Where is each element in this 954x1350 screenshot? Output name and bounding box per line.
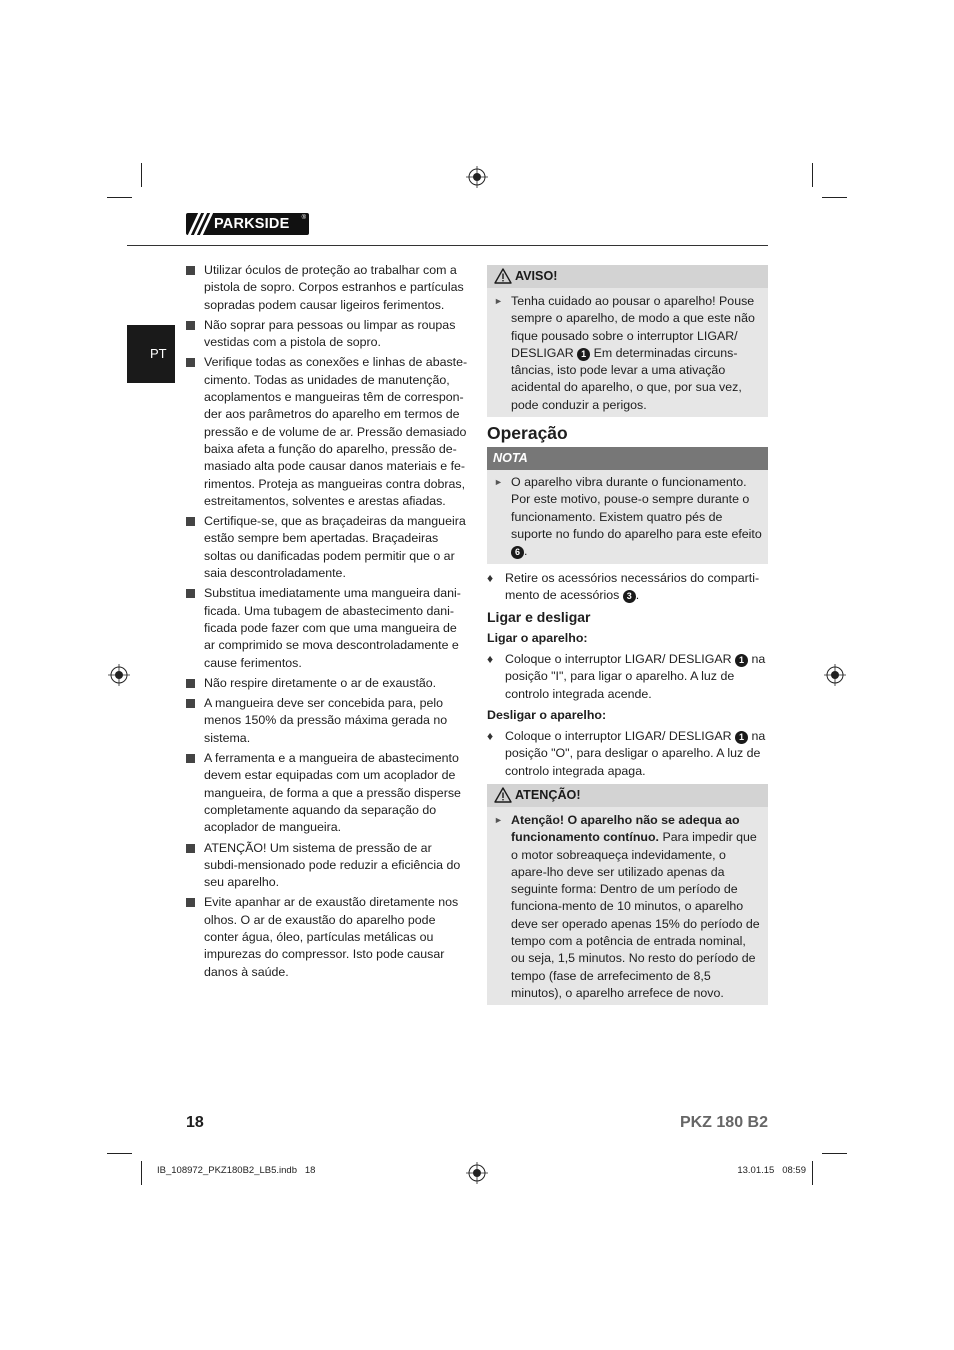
- registration-mark-icon: [466, 166, 488, 188]
- ref-number-badge: 1: [735, 731, 748, 744]
- subheading-desligar: Desligar o aparelho:: [487, 708, 607, 723]
- arrow-bullet-icon: ►: [494, 814, 503, 825]
- warning-box: [487, 265, 768, 417]
- square-bullet-icon: [186, 699, 195, 708]
- list-item: [186, 513, 468, 582]
- ref-number-badge: 3: [623, 590, 636, 603]
- logo-text: PARKSIDE: [214, 216, 290, 232]
- safety-instructions-list: [186, 262, 468, 984]
- warning-item: [493, 293, 762, 414]
- model-name: PKZ 180 B2: [679, 1114, 768, 1131]
- crop-mark: [812, 163, 813, 187]
- instruction-text: Retire os acessórios necessários do comparti-mento de acessórios: [505, 570, 760, 602]
- square-bullet-icon: [186, 358, 195, 367]
- crop-mark: [107, 1153, 132, 1154]
- warning-text: Tenha cuidado ao pousar o aparelho! Pouse sempre o aparelho, de modo a que este não fique pousado sobre o interruptor LIGAR/ DESLIGAR: [511, 294, 755, 360]
- diamond-bullet-icon: ♦: [487, 652, 494, 667]
- square-bullet-icon: [186, 589, 195, 598]
- note-title: NOTA: [493, 451, 528, 466]
- crop-mark: [812, 1161, 813, 1185]
- square-bullet-icon: [186, 754, 195, 763]
- language-tab: [127, 325, 175, 383]
- ref-number-badge: 1: [577, 348, 590, 361]
- list-item: [186, 695, 468, 747]
- square-bullet-icon: [186, 679, 195, 688]
- diamond-bullet-icon: ♦: [487, 570, 494, 585]
- right-column: [487, 265, 768, 1005]
- list-item: [186, 262, 468, 314]
- arrow-bullet-icon: ►: [494, 477, 503, 488]
- crop-mark: [822, 1153, 847, 1154]
- list-item-text: Não soprar para pessoas ou limpar as roupas vestidas com a pistola de sopro.: [204, 317, 456, 350]
- list-item-text: A ferramenta e a mangueira de abastecimento devem estar equipadas com um acoplador de mangueira, de forma a que a pressão disperse completamente aquando da separação do acoplador de mangueira.: [204, 751, 461, 835]
- print-slug-file: IB_108972_PKZ180B2_LB5.indb 18: [157, 1165, 316, 1176]
- list-item-text: Substitua imediatamente uma mangueira dani-ficada. Uma tubagem de abastecimento dani-ficada pode fazer com que uma mangueira de ar comprimido se mova descontroladamente e cause ferimentos.: [204, 586, 461, 670]
- caution-bold-text: Atenção! O aparelho não se adequa ao funcionamento contínuo.: [511, 812, 740, 845]
- list-item-text: ATENÇÃO! Um sistema de pressão de ar subdi-mensionado pode reduzir a eficiência do seu aparelho.: [204, 840, 461, 890]
- warning-title: AVISO!: [515, 269, 558, 283]
- note-box: [487, 447, 768, 563]
- list-item-text: Utilizar óculos de proteção ao trabalhar com a pistola de sopro. Corpos estranhos e partículas sopradas podem causar ligeiros ferimentos.: [204, 263, 464, 312]
- section-heading-operacao: Operação: [487, 423, 568, 444]
- square-bullet-icon: [186, 321, 195, 330]
- ref-number-badge: 1: [735, 654, 748, 667]
- list-item: [186, 675, 468, 692]
- crop-mark: [107, 197, 132, 198]
- instruction-text: Coloque o interruptor LIGAR/ DESLIGAR: [505, 729, 732, 744]
- page-number: 18: [186, 1114, 204, 1131]
- list-item: [186, 585, 468, 671]
- crop-mark: [141, 163, 142, 187]
- section-heading-ligar-desligar: Ligar e desligar: [487, 609, 591, 626]
- square-bullet-icon: [186, 266, 195, 275]
- parkside-logo: [186, 213, 309, 235]
- note-item: ► O aparelho vibra durante o funcionamento. Por este motivo, pouse-o sempre durante o funcionamento. Existem quatro pés de suporte no fundo do aparelho para este efeito 6 .: [494, 475, 762, 559]
- registered-mark: ®: [301, 215, 306, 221]
- registration-mark-icon: [466, 1162, 488, 1184]
- instruction-item: [487, 728, 768, 780]
- caution-box-header: [487, 784, 768, 807]
- list-item: [186, 840, 468, 892]
- warning-triangle-icon: [494, 268, 512, 284]
- warning-box-header: [487, 265, 768, 288]
- subheading-ligar: Ligar o aparelho:: [487, 631, 588, 646]
- caution-box: [487, 784, 768, 1005]
- list-item-text: Verifique todas as conexões e linhas de abaste-cimento. Todas as unidades de manutenção, acoplamentos e mangueiras têm de correspon-der aos parâmetros do aparelho em termos de pressão e de volume de ar. Pressão demasiado baixa afeta a função do aparelho, pressão de-masiado alta pode causar danos materiais e fe-rimentos. Proteja as mangueiras contra dobras, estreitamentos, solventes e arestas afiadas.: [204, 355, 468, 508]
- caution-item: [493, 812, 762, 1002]
- crop-mark: [822, 197, 847, 198]
- instruction-text-cont: na posição "I", para ligar o aparelho. A luz de controlo integrada acende.: [505, 652, 766, 701]
- warning-text-cont: Em determinadas circuns-tâncias, isto pode levar a uma ativação acidental do aparelho, o que, por sua vez, pode conduzir a perigos.: [511, 345, 742, 412]
- registration-mark-icon: [824, 664, 846, 686]
- list-item: [186, 750, 468, 836]
- instruction-text: Coloque o interruptor LIGAR/ DESLIGAR: [505, 652, 732, 667]
- list-item-text: Certifique-se, que as braçadeiras da mangueira estão sempre bem apertadas. Braçadeiras soltas ou danificadas podem permitir que o ar saia descontroladamente.: [204, 514, 466, 581]
- header-rule: [127, 245, 768, 246]
- note-text: O aparelho vibra durante o funcionamento. Por este motivo, pouse-o sempre durante o funcionamento. Existem quatro pés de suporte no fundo do aparelho para este efeito: [511, 475, 762, 541]
- list-item-text: A mangueira deve ser concebida para, pelo menos 150% da pressão máxima gerada no sistema.: [204, 696, 448, 745]
- caution-text: Para impedir que o motor sobreaqueça indevidamente, o apare-lho deve ser utilizado apenas da seguinte forma: Dentro de um período de funciona-mento de 10 minutos, o aparelho deve ser operado apenas 15% do período de tempo com a potência de entrada nominal, ou seja, 1,5 minutos. No resto do período de tempo (fase de arrefecimento de 8,5 minutos), o aparelho arrefece de novo.: [511, 830, 760, 1000]
- crop-mark: [141, 1161, 142, 1185]
- warning-triangle-icon: [494, 787, 512, 803]
- caution-title: ATENÇÃO!: [515, 787, 581, 802]
- list-item-text: Não respire diretamente o ar de exaustão.: [204, 675, 437, 690]
- print-slug-date: 13.01.15 08:59: [737, 1165, 806, 1176]
- language-tab-label: PT: [150, 346, 167, 361]
- registration-mark-icon: [108, 664, 130, 686]
- arrow-bullet-icon: ►: [494, 296, 503, 306]
- instruction-item: [487, 651, 768, 703]
- note-box-header: [487, 447, 768, 470]
- instruction-item: ♦ Retire os acessórios necessários do comparti-mento de acessórios 3 .: [487, 570, 760, 602]
- ref-number-badge: 6: [511, 546, 524, 559]
- list-item-text: Evite apanhar ar de exaustão diretamente nos olhos. O ar de exaustão do aparelho pode conter água, óleo, partículas metálicas ou impurezas do compressor. Isto pode causar danos à saúde.: [204, 895, 459, 979]
- square-bullet-icon: [186, 898, 195, 907]
- list-item: [186, 894, 468, 980]
- list-item: [186, 354, 468, 510]
- diamond-bullet-icon: ♦: [487, 729, 494, 744]
- square-bullet-icon: [186, 844, 195, 853]
- list-item: [186, 317, 468, 352]
- square-bullet-icon: [186, 517, 195, 526]
- instruction-text-cont: na posição "O", para desligar o aparelho. A luz de controlo integrada apaga.: [505, 729, 766, 778]
